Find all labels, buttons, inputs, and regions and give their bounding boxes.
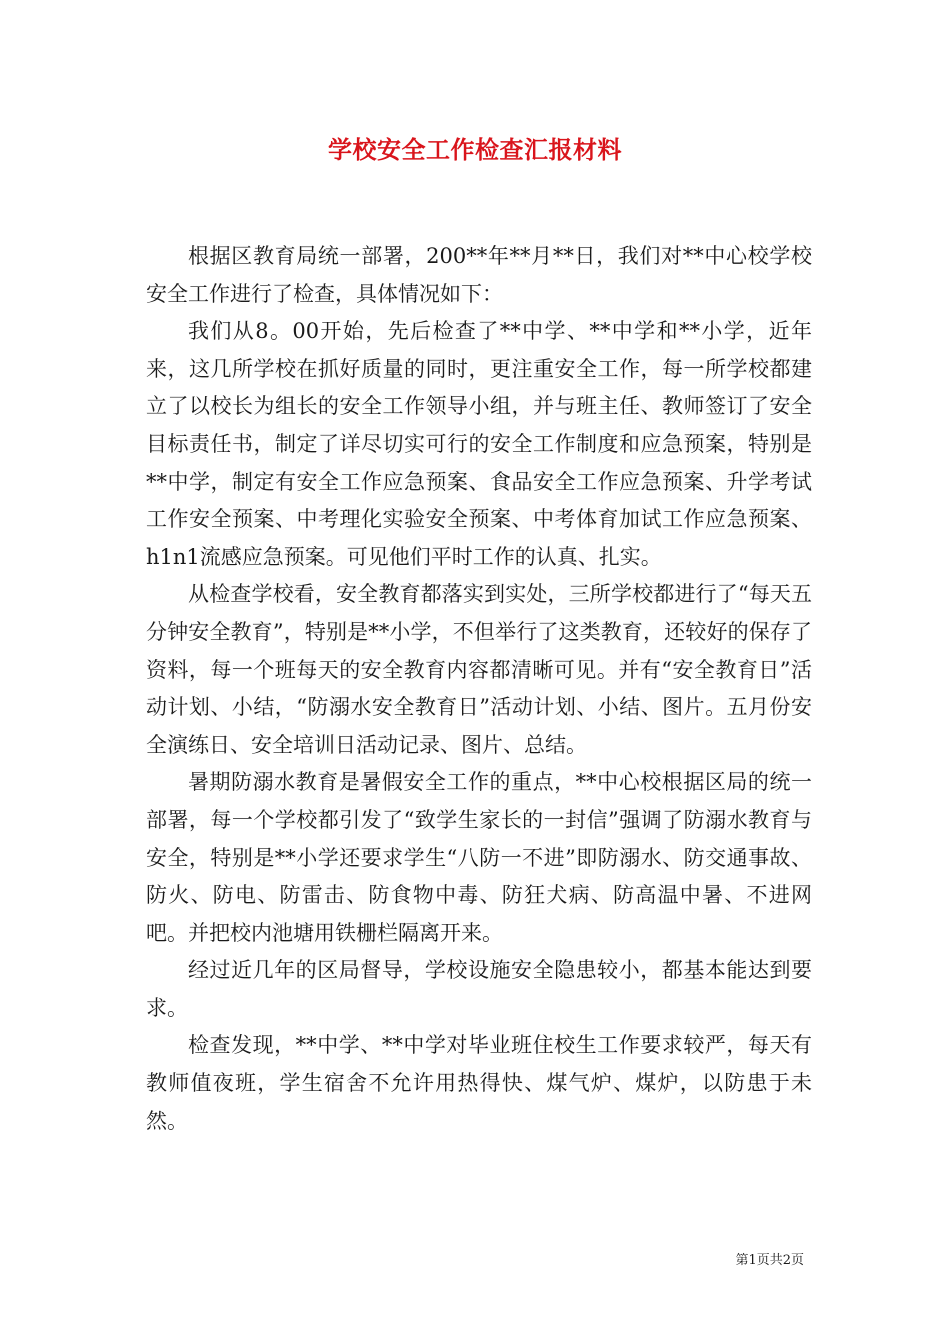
page-number-footer: 第1页共2页 [735, 1253, 804, 1268]
paragraph-5: 经过近几年的区局督导，学校设施安全隐患较小，都基本能达到要求。 [146, 958, 812, 1020]
paragraph-6: 检查发现，**中学、**中学对毕业班住校生工作要求较严，每天有教师值夜班，学生宿舍不允许用热得快、煤气炉、煤炉，以防患于未然。 [146, 1033, 812, 1133]
document-body [146, 238, 812, 1140]
paragraph-2: 我们从8。00开始，先后检查了**中学、**中学和**小学，近年来，这几所学校在抓好质量的同时，更注重安全工作，每一所学校都建立了以校长为组长的安全工作领导小组，并与班主任、教师签订了安全目标责任书，制定了详尽切实可行的安全工作制度和应急预案，特别是**中学，制定有安全工作应急预案、食品安全工作应急预案、升学考试工作安全预案、中考理化实验安全预案、中考体育加试工作应急预案、h1n1流感应急预案。可见他们平时工作的认真、扎实。 [146, 319, 812, 569]
document-title: 学校安全工作检查汇报材料 [328, 135, 622, 164]
paragraph-1: 根据区教育局统一部署，200**年**月**日，我们对**中心校学校安全工作进行了检查，具体情况如下： [146, 244, 812, 306]
paragraph-4: 暑期防溺水教育是暑假安全工作的重点，**中心校根据区局的统一部署，每一个学校都引发了“致学生家长的一封信”强调了防溺水教育与安全，特别是**小学还要求学生“八防一不进”即防溺水、防交通事故、防火、防电、防雷击、防食物中毒、防狂犬病、防高温中暑、不进网吧。并把校内池塘用铁栅栏隔离开来。 [146, 770, 812, 945]
paragraph-3: 从检查学校看，安全教育都落实到实处，三所学校都进行了“每天五分钟安全教育”，特别是**小学，不但举行了这类教育，还较好的保存了资料，每一个班每天的安全教育内容都清晰可见。并有“安全教育日”活动计划、小结，“防溺水安全教育日”活动计划、小结、图片。五月份安全演练日、安全培训日活动记录、图片、总结。 [146, 582, 812, 757]
